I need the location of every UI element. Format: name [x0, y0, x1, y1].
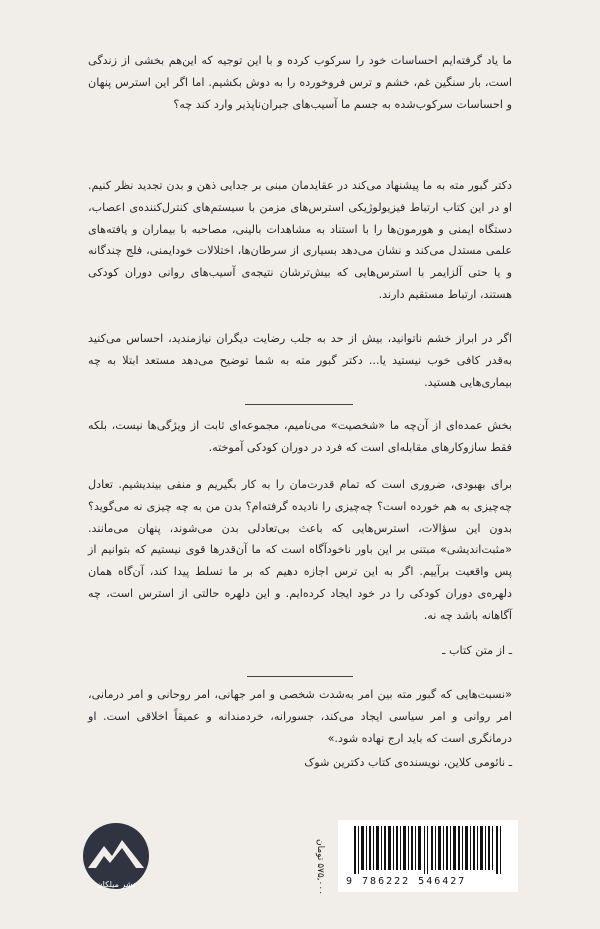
divider: [245, 404, 353, 405]
endorsement-attribution: ـ نائومی کلاین، نویسنده‌ی کتاب دکترین شوک: [304, 756, 512, 769]
question-paragraph: اگر در ابراز خشم ناتوانید، بیش از حد به جلب رضایت دیگران نیازمندید، احساس می‌کنید به‌قدر کافی خوب نیستید یا... دکتر گبور مته به شما توضیح می‌دهد مستعد ابتلا به چه بیماری‌هایی هستید.: [88, 332, 512, 389]
intro-paragraph: ما یاد گرفته‌ایم احساسات خود را سرکوب کرده و با این توجیه که این‌هم بخشی از زندگی است، بار سنگین غم، خشم و ترس فروخورده را به دوش بکشیم. اما اگر این استرس پنهان و احساسات سرکوب‌شده به جسم ما آسیب‌های جبران‌ناپذیر وارد کند چه؟: [88, 54, 512, 111]
divider: [247, 676, 353, 677]
summary-paragraph: دکتر گبور مته به ما پیشنهاد می‌کند در عقایدمان مبنی بر جدایی ذهن و بدن تجدید نظر کنیم. او در این کتاب ارتباط فیزیولوژیکی استرس‌های مزمن با سیستم‌های کنترل‌کننده‌ی اعصاب، دستگاه ایمنی و هورمون‌ها را با استناد به مشاهدات بالینی، مصاحبه با بیماران و یافته‌های علمی مستدل می‌کند و نشان می‌دهد بسیاری از سرطان‌ها، اختلالات خودایمنی، فلج چندگانه و یا حتی آلزایمر با استرس‌هایی که بیش‌ترشان نتیجه‌ی آسیب‌های روانی دوران کودکی هستند، ارتباط مستقیم دارند.: [88, 179, 512, 301]
publisher-name: نشر میلکان: [96, 880, 136, 889]
barcode-bars: [354, 826, 504, 874]
price-label: ۵۷۵,۰۰۰ تومان: [315, 838, 325, 895]
endorsement-quote: «نسبت‌هایی که گبور مته بین امر به‌شدت شخصی و امر جهانی، امر روحانی و امر درمانی، امر روانی و امر سیاسی ایجاد می‌کند، جسورانه، خردمندانه و عمیقاً اخلاقی است. او درمانگری است که باید ارج نهاده شود.»: [88, 688, 512, 745]
barcode: [338, 820, 518, 892]
excerpt-paragraph-1: بخش عمده‌ای از آن‌چه ما «شخصیت» می‌نامیم، مجموعه‌ای ثابت از ویژگی‌ها نیست، بلکه فقط سازوکارهای مقابله‌ای است که فرد در دوران کودکی آموخته.: [88, 419, 512, 454]
barcode-number: 9 786222 546427: [346, 876, 467, 887]
excerpt-source: ـ از متن کتاب ـ: [442, 644, 512, 657]
excerpt-paragraph-2: برای بهبودی، ضروری است که تمام قدرت‌مان را به کار بگیریم و منفی بیندیشیم. تعادل چه‌چیزی به هم خورده است؟ چه‌چیزی را نادیده گرفته‌ام؟ بدن من به چه چیزی نه می‌گوید؟ بدون این سؤالات، استرس‌هایی که باعث بی‌تعادلی بدن می‌شوند، پنهان می‌مانند. «مثبت‌اندیشی» مبتنی بر این باور ناخودآگاه است که ما آن‌قدرها قوی نیستیم که بتوانیم از پس واقعیت برآییم. اگر به این ترس اجازه دهیم که بر ما تسلط پیدا کند، آن‌گاه همان دلهره‌ی دوران کودکی را در خود ایجاد کرده‌ایم. و این دلهره حالتی از استرس است، چه آگاهانه باشد چه نه.: [88, 478, 512, 622]
